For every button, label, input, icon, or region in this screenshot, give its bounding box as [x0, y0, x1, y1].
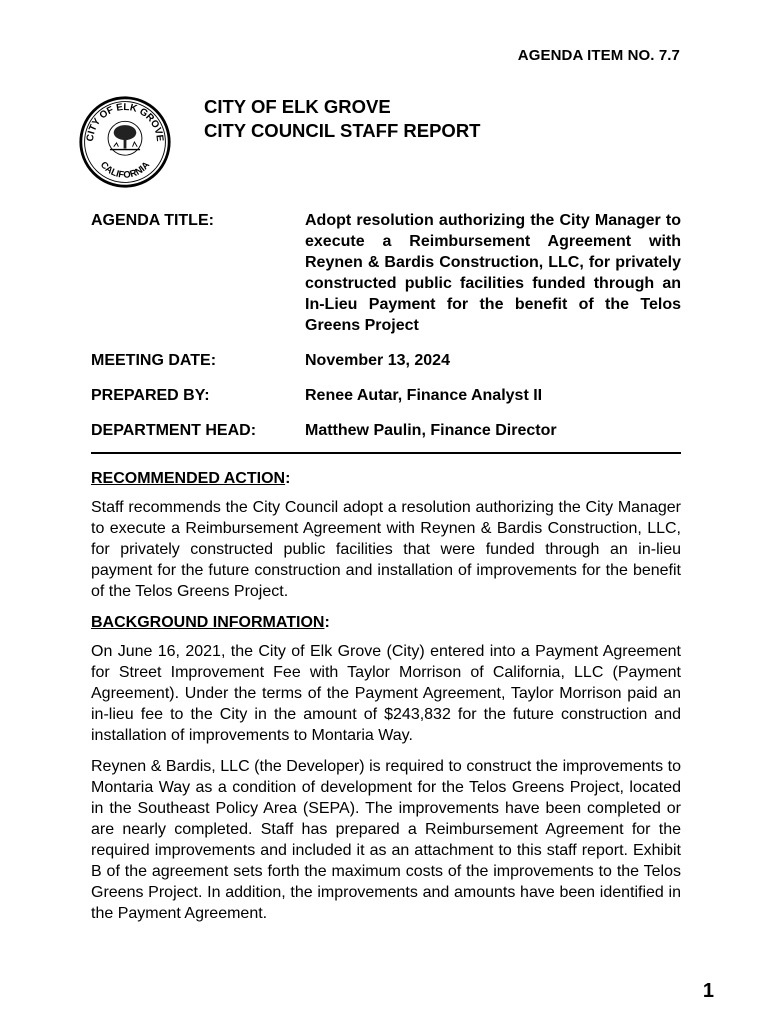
- report-title-type: CITY COUNCIL STAFF REPORT: [204, 120, 481, 141]
- meta-label: MEETING DATE:: [91, 352, 217, 369]
- background-heading: [91, 612, 681, 633]
- meta-row-meeting-date: [91, 350, 681, 371]
- meta-value: Adopt resolution authorizing the City Manager to execute a Reimbursement Agreement with Reynen & Bardis Construction, LLC, for privately constructed public facilities funded through an In-Lieu Payment for the benefit of the Telos Greens Project: [305, 212, 681, 334]
- agenda-item-number: AGENDA ITEM NO. 7.7: [517, 47, 680, 64]
- svg-text:CALIFORNIA: [99, 159, 152, 180]
- meta-value: Matthew Paulin, Finance Director: [305, 422, 557, 439]
- seal-tree-icon: [108, 121, 142, 155]
- heading-colon: :: [285, 470, 291, 487]
- report-body: [91, 468, 681, 934]
- heading-colon: :: [324, 614, 330, 631]
- meta-label: AGENDA TITLE:: [91, 212, 214, 229]
- meta-value: November 13, 2024: [305, 352, 450, 369]
- meta-row-prepared-by: [91, 385, 681, 406]
- section-divider: [91, 452, 681, 454]
- report-title-city: CITY OF ELK GROVE: [204, 96, 391, 117]
- meta-label: DEPARTMENT HEAD:: [91, 422, 257, 439]
- seal-bottom-text: CALIFORNIA: [98, 158, 152, 180]
- background-paragraph-1: On June 16, 2021, the City of Elk Grove (City) entered into a Payment Agreement for Street Improvement Fee with Taylor Morrison of California, LLC (Payment Agreement). Under the terms of the Payment Agreement, Taylor Morrison paid an in-lieu fee to the City in the amount of $243,832 for the future construction and installation of improvements to Montaria Way.: [91, 643, 681, 744]
- city-seal-logo: [78, 95, 172, 189]
- background-paragraph-2: Reynen & Bardis, LLC (the Developer) is required to construct the improvements to Montaria Way as a condition of development for the Telos Greens Project, located in the Southeast Policy Area (SEPA). The improvements have been completed or are nearly completed. Staff has prepared a Reimbursement Agreement for the required improvements and included it as an attachment to this staff report. Exhibit B of the agreement sets forth the maximum costs of the improvements to the Telos Greens Project. In addition, the improvements and amounts have been identified in the Payment Agreement.: [91, 758, 681, 922]
- seal-top-text: CITY OF ELK GROVE: [84, 101, 166, 143]
- meta-row-agenda-title: [91, 210, 681, 336]
- recommended-action-heading: [91, 468, 681, 489]
- page-number: 1: [702, 980, 714, 1002]
- meta-row-department-head: [91, 420, 681, 441]
- meta-value: Renee Autar, Finance Analyst II: [305, 387, 543, 404]
- report-metadata: [91, 210, 681, 455]
- heading-text: RECOMMENDED ACTION: [91, 470, 286, 487]
- meta-label: PREPARED BY:: [91, 387, 210, 404]
- heading-text: BACKGROUND INFORMATION: [91, 614, 325, 631]
- report-title: [204, 95, 480, 143]
- recommended-action-text: Staff recommends the City Council adopt a resolution authorizing the City Manager to execute a Reimbursement Agreement with Reynen & Bardis Construction, LLC, for privately constructed public facilities that were funded through an in-lieu payment for the future construction and installation of improvements for the benefit of the Telos Greens Project.: [91, 499, 681, 600]
